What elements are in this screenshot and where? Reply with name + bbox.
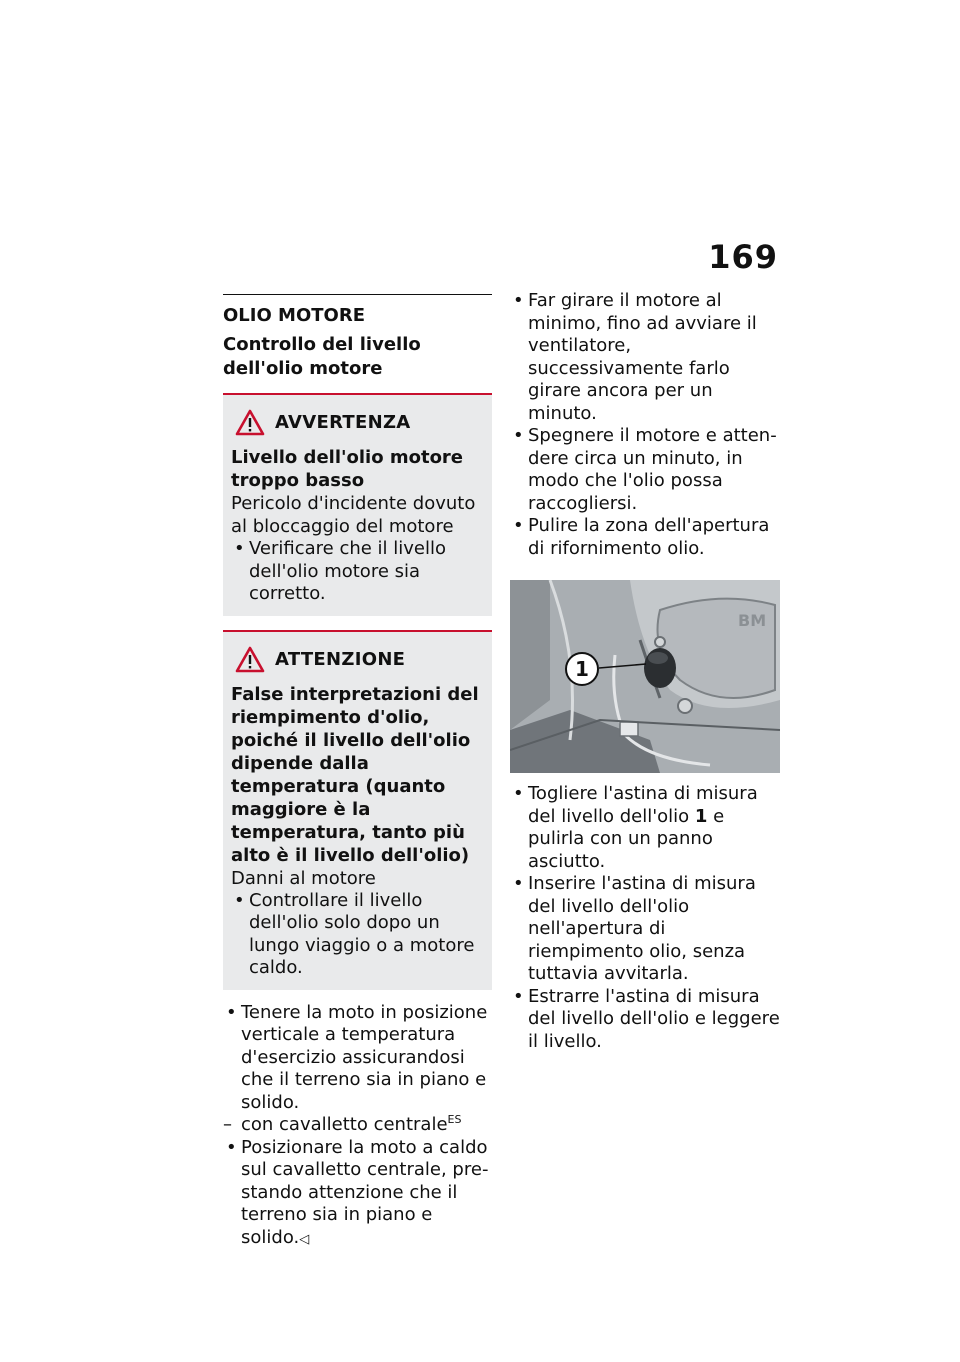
list-item [223, 1137, 492, 1252]
condition-superscript: ES [447, 1113, 462, 1126]
warning-consequence: Pericolo d'incidente dovuto al bloccaggio del motore [231, 493, 476, 537]
list-item: • Far girare il motore al minimo, fino ad avviare il ventilatore, successivamente farlo girare ancora per un minuto. [510, 290, 782, 425]
section-title: OLIO MOTORE [223, 305, 365, 326]
attention-consequence: Danni al motore [231, 867, 376, 889]
warning-box [223, 393, 492, 616]
attention-action: • Controllare il livello dell'olio solo dopo un lungo viaggio o a motore caldo. [231, 890, 484, 980]
attention-label: ATTENZIONE [275, 648, 406, 670]
figure-callout-label: 1 [575, 657, 589, 681]
warning-header [231, 409, 484, 436]
list-item-text: e pulirla con un panno asciutto. [528, 805, 725, 872]
list-item-text: Togliere l'astina di misura del livello dell'olio [528, 783, 758, 827]
condition-item [223, 1114, 492, 1137]
list-item [510, 783, 782, 873]
warning-triangle-icon [235, 409, 265, 436]
list-item: • Estrarre l'astina di misura del livello dell'olio e leggere il livello. [510, 986, 782, 1054]
warning-title: Livello dell'olio motore troppo basso [231, 447, 464, 491]
list-item: • Tenere la moto in posizione verticale a temperatura d'esercizio assicurandosi che il terreno sia in piano e solido. [223, 1002, 492, 1115]
right-column [510, 290, 782, 1053]
subsection-title: Controllo del livello dell'olio motore [223, 334, 421, 379]
list-item-text: Posizionare la moto a caldo sul cavalletto centrale, prestando attenzione che il terreno sia in piano e solido. [241, 1136, 489, 1248]
end-mark: ◁ [299, 1231, 310, 1247]
condition-text: con cavalletto centrale [241, 1114, 448, 1135]
list-item: • Spegnere il motore e attendere circa un minuto, in modo che l'olio possa raccogliersi. [510, 425, 782, 515]
left-steps [223, 1002, 492, 1252]
list-item: • Pulire la zona dell'apertura di rifornimento olio. [510, 515, 782, 560]
left-column [223, 294, 492, 1251]
engine-illustration [510, 580, 780, 773]
attention-box [223, 630, 492, 990]
list-item: • Inserire l'astina di misura del livello dell'olio nell'apertura di riempimento olio, senza tuttavia avvitarla. [510, 873, 782, 986]
warning-action: • Verificare che il livello dell'olio motore sia corretto. [231, 538, 484, 606]
warning-label: AVVERTENZA [275, 412, 411, 433]
attention-header [231, 646, 484, 673]
warning-triangle-icon [235, 646, 265, 673]
engraved-text: BM [738, 611, 767, 630]
section-divider [223, 294, 492, 295]
reference-number: 1 [694, 805, 708, 827]
engine-photo [510, 580, 780, 773]
page-number: 169 [708, 238, 778, 276]
attention-title: False interpretazioni del riempimento d'olio, poiché il livello dell'olio dipende dalla temperatura (quanto maggiore è la temperatura, tanto più alto è il livello dell'olio) [231, 683, 479, 866]
